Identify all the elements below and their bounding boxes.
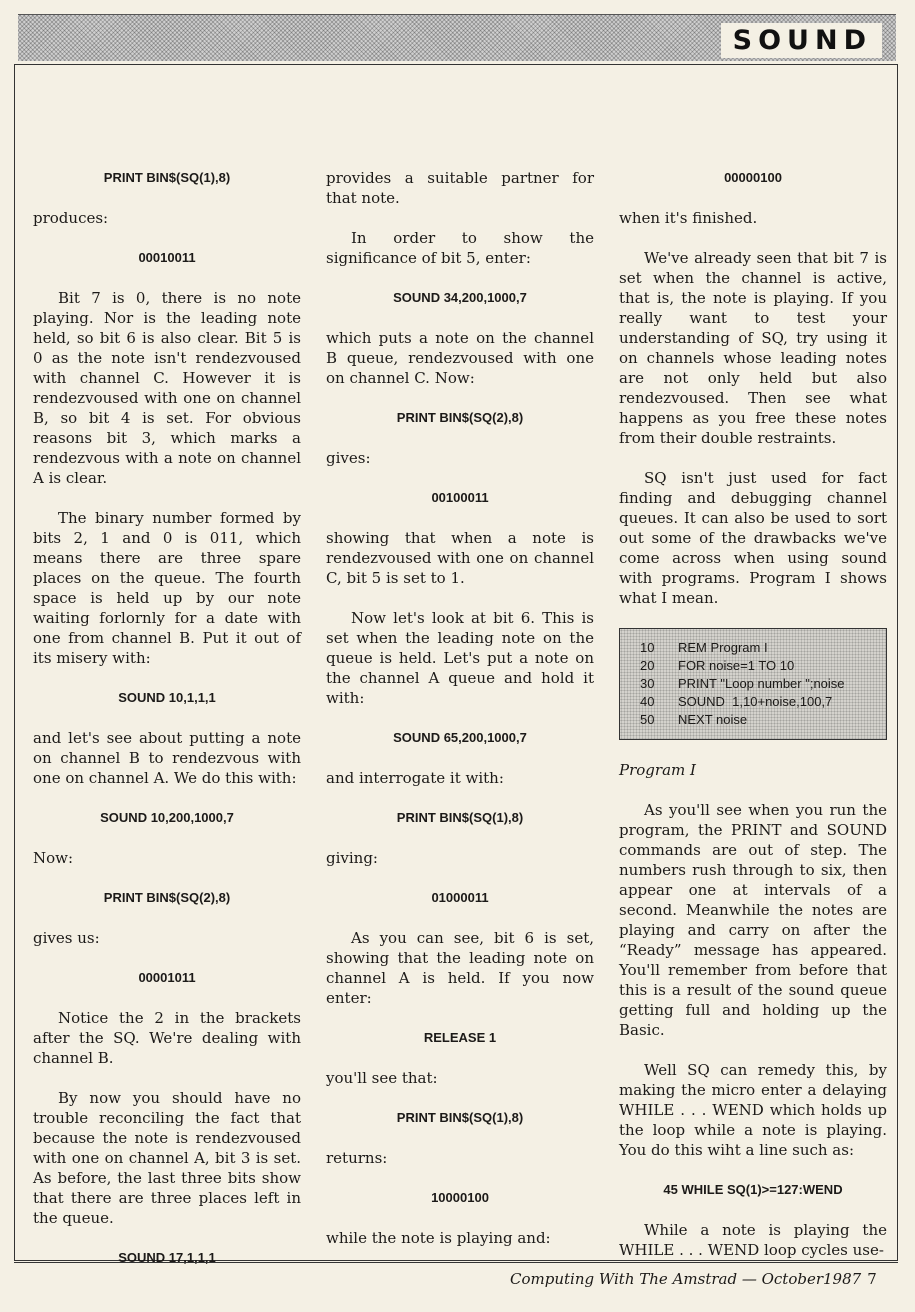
paragraph: Now let's look at bit 6. This is set when the leading note on the queue is held. Let's put a note on the channel A queue and hold it with: [326, 609, 594, 707]
paragraph: In order to show the significance of bit 5, enter: [326, 229, 594, 267]
paragraph: while the note is playing and: [326, 1229, 551, 1247]
code-line: SOUND 10,200,1000,7 [100, 810, 234, 825]
paragraph: gives: [326, 449, 371, 467]
code-line: 00010011 [138, 250, 196, 265]
line-code: FOR noise=1 TO 10 [678, 658, 795, 673]
paragraph: and let's see about putting a note on channel B to rendezvous with one on channel A. We do this with: [33, 729, 301, 787]
code-line: RELEASE 1 [423, 1030, 497, 1045]
code-line: PRINT BIN$(SQ(2),8) [103, 890, 231, 905]
paragraph: Bit 7 is 0, there is no note playing. Nor is the leading note held, so bit 6 is also clear. Bit 5 is 0 as the note isn't rendezvoused with channel C. However it is rendezvoused with one on channel B, so bit 4 is set. For obvious reasons bit 3, which marks a rendezvous with a note on channel A is clear. [33, 289, 301, 487]
paragraph: giving: [326, 849, 378, 867]
code-line: PRINT BIN$(SQ(1),8) [396, 810, 524, 825]
paragraph: SQ isn't just used for fact finding and debugging channel queues. It can also be used to sort out some of the drawbacks we've come across when using sound with programs. Program I shows what I mean. [619, 469, 887, 607]
program-line [640, 693, 876, 711]
code-line: SOUND 17,1,1,1 [118, 1250, 216, 1265]
code-line: PRINT BIN$(SQ(1),8) [396, 1110, 524, 1125]
footer [510, 1270, 877, 1288]
paragraph: As you can see, bit 6 is set, showing that the leading note on channel A is held. If you now enter: [326, 929, 594, 1007]
column-1 [33, 168, 301, 1288]
paragraph: which puts a note on the channel B queue, rendezvoused with one on channel C. Now: [326, 329, 594, 387]
program-line [640, 675, 876, 693]
line-number: 50 [640, 712, 655, 727]
code-line: 00100011 [431, 490, 489, 505]
code-line: SOUND 65,200,1000,7 [393, 730, 527, 745]
line-number: 30 [640, 676, 655, 691]
paragraph: While a note is playing the WHILE . . . WEND loop cycles use- [619, 1221, 887, 1259]
paragraph: Now: [33, 849, 74, 867]
paragraph: gives us: [33, 929, 100, 947]
paragraph: Well SQ can remedy this, by making the micro enter a delaying WHILE . . . WEND which holds up the loop while a note is playing. You do this wiht a line such as: [619, 1061, 887, 1159]
paragraph: The binary number formed by bits 2, 1 and 0 is 011, which means there are three spare places on the queue. The fourth space is held up by our note waiting forlornly for a date with one from channel B. Put it out of its misery with: [33, 509, 301, 667]
section-title: SOUND [721, 23, 882, 58]
code-line: 00000100 [724, 170, 782, 185]
code-line: 00001011 [138, 970, 196, 985]
code-line: 10000100 [431, 1190, 489, 1205]
line-number: 10 [640, 640, 655, 655]
code-line: 01000011 [431, 890, 489, 905]
paragraph: Notice the 2 in the brackets after the SQ. We're dealing with channel B. [33, 1009, 301, 1067]
code-line: 45 WHILE SQ(1)>=127:WEND [663, 1182, 843, 1197]
footer-text: Computing With The Amstrad — October1987 [510, 1270, 862, 1288]
paragraph: you'll see that: [326, 1069, 438, 1087]
program-listing [619, 628, 887, 740]
paragraph: By now you should have no trouble reconciling the fact that because the note is rendezvoused with one on channel A, bit 3 is set. As before, the last three bits show that there are three places left in the queue. [33, 1089, 301, 1227]
program-line [640, 639, 876, 657]
header-bar [18, 14, 896, 61]
code-line: SOUND 10,1,1,1 [118, 690, 216, 705]
paragraph: We've already seen that bit 7 is set when the channel is active, that is, the note is playing. If you really want to test your understanding of SQ, try using it on channels whose leading notes are not only held but also rendezvoused. Then see what happens as you free these notes from their double restraints. [619, 249, 887, 447]
line-code: SOUND 1,10+noise,100,7 [678, 694, 833, 709]
column-2 [326, 168, 594, 1268]
line-number: 40 [640, 694, 655, 709]
paragraph: As you'll see when you run the program, the PRINT and SOUND commands are out of step. The numbers rush through to six, then appear one at intervals of a second. Meanwhile the notes are playing and carry on after the “Ready” message has appeared. You'll remember from before that this is a result of the sound queue getting full and holding up the Basic. [619, 801, 887, 1039]
program-line [640, 657, 876, 675]
paragraph: when it's finished. [619, 209, 758, 227]
page-number: 7 [867, 1270, 877, 1288]
line-code: REM Program I [678, 640, 768, 655]
paragraph: and interrogate it with: [326, 769, 504, 787]
column-3 [619, 168, 887, 1280]
line-code: PRINT "Loop number ";noise [678, 676, 845, 691]
paragraph: returns: [326, 1149, 388, 1167]
paragraph: showing that when a note is rendezvoused with one on channel C, bit 5 is set to 1. [326, 529, 594, 587]
column-3-bottom [619, 800, 887, 1260]
code-line: SOUND 34,200,1000,7 [393, 290, 527, 305]
paragraph: provides a suitable partner for that note. [326, 169, 594, 207]
program-caption: Program I [619, 761, 696, 779]
footer-rule [14, 1262, 898, 1263]
column-3-top [619, 168, 887, 608]
program-line [640, 711, 876, 729]
line-code: NEXT noise [678, 712, 748, 727]
code-line: PRINT BIN$(SQ(1),8) [103, 170, 231, 185]
paragraph: produces: [33, 209, 109, 227]
code-line: PRINT BIN$(SQ(2),8) [396, 410, 524, 425]
line-number: 20 [640, 658, 655, 673]
